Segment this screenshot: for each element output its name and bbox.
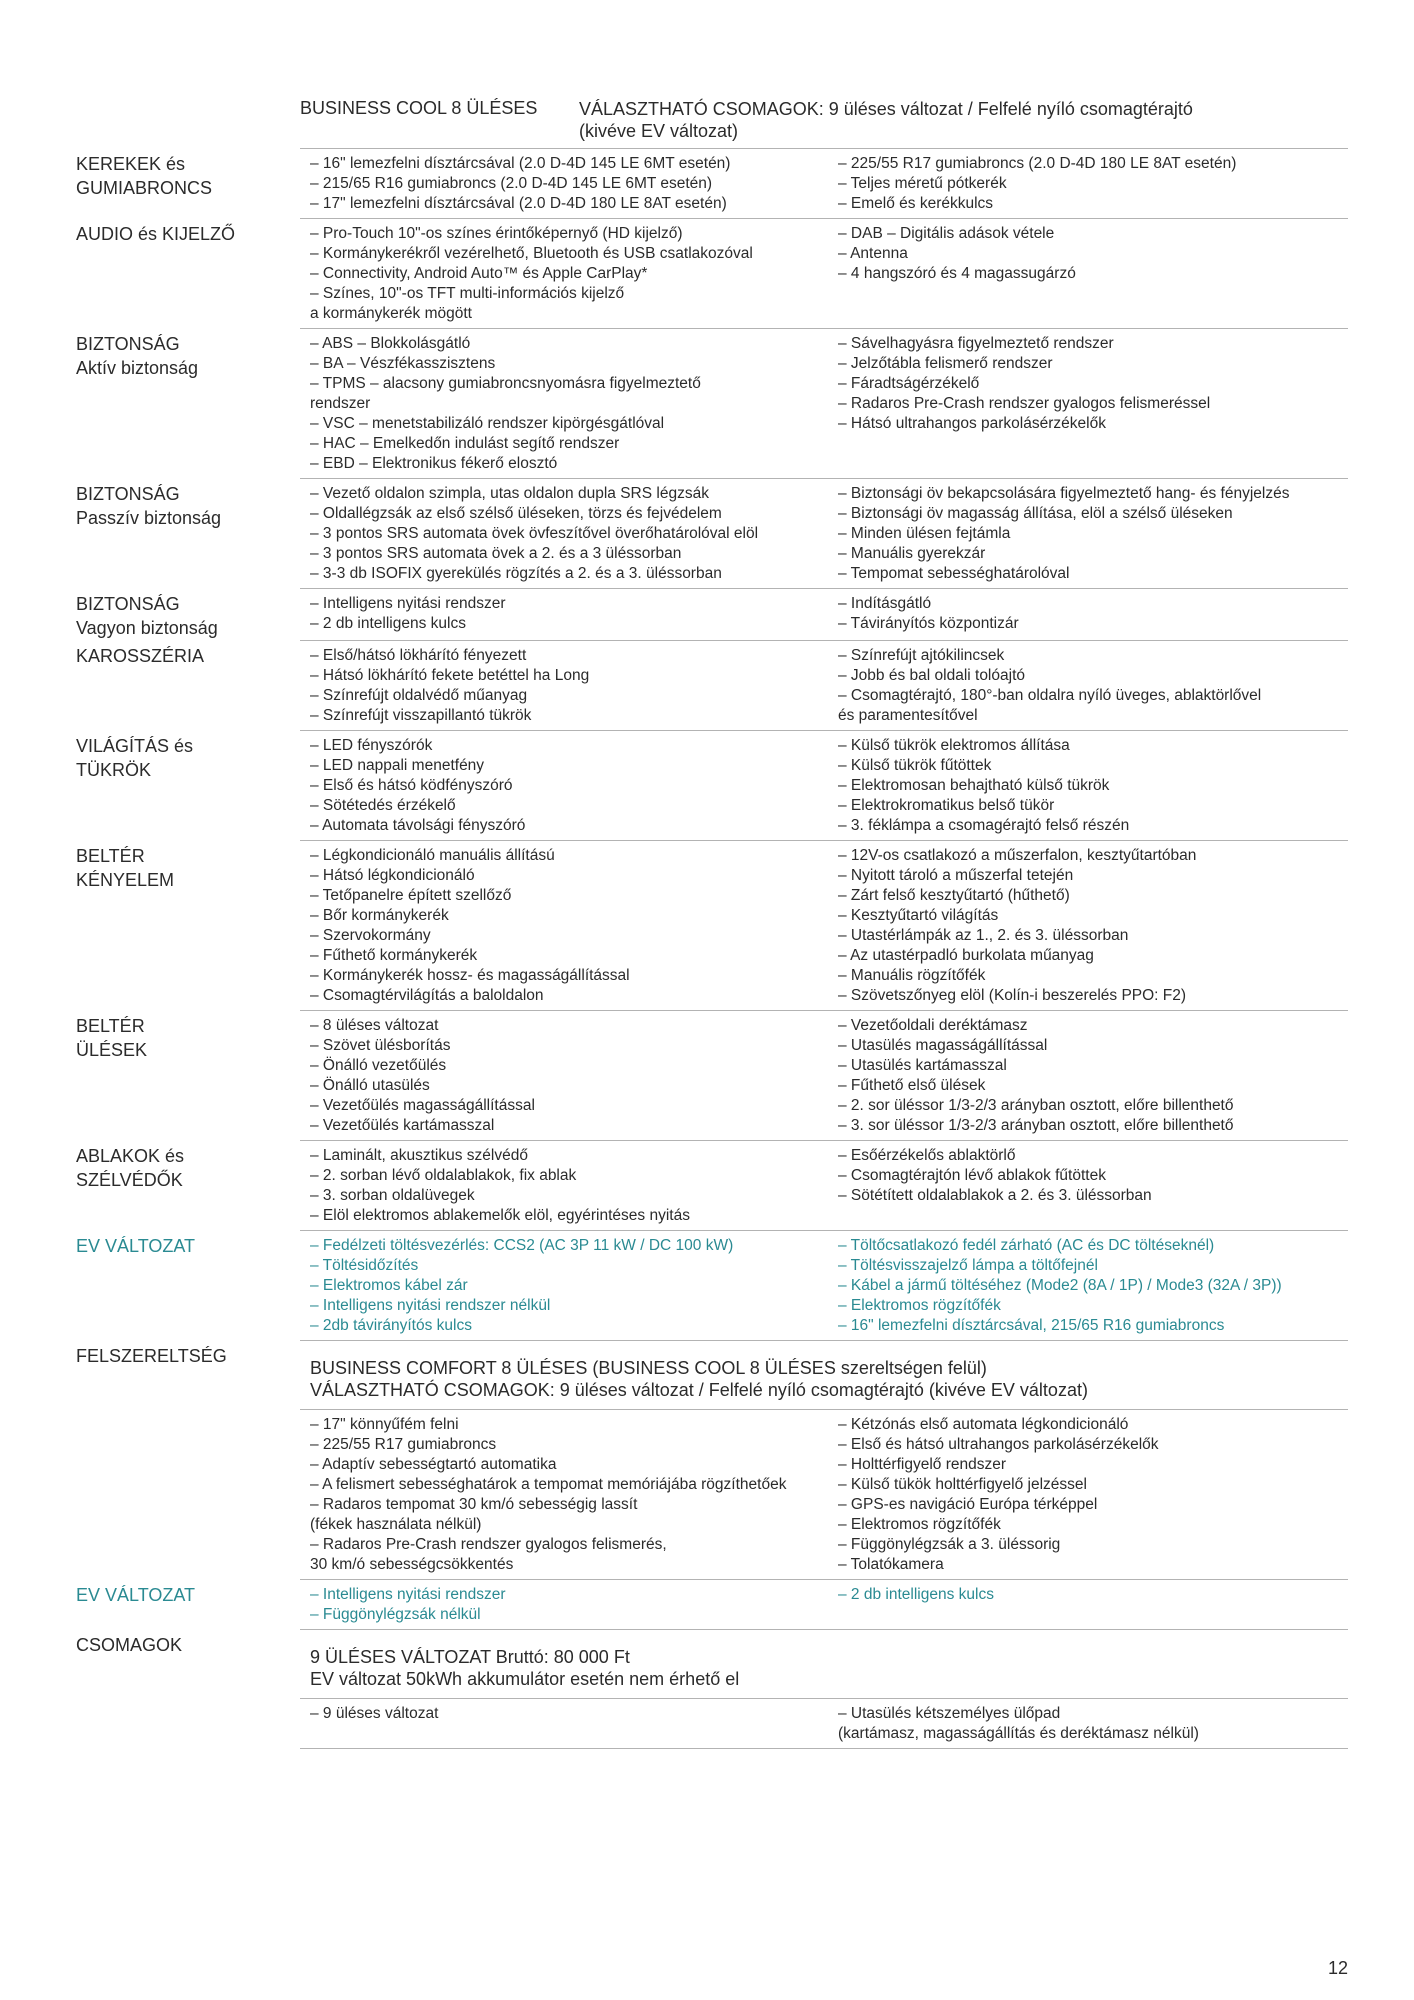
row-content	[300, 1230, 1348, 1340]
spec-table	[66, 98, 1348, 1749]
row-content	[300, 840, 1348, 1010]
spec-row	[66, 1230, 1348, 1340]
row-label: BIZTONSÁG Aktív biztonság	[76, 334, 199, 378]
felszereltseg-block	[300, 1340, 1348, 1579]
col-left: – Vezető oldalon szimpla, utas oldalon dupla SRS légzsák – Oldallégzsák az első szélső üléseken, törzs és fejvédelem – 3 pontos SRS automata övek övfeszítővel överőhatárolóval elöl – 3 pontos SRS automata övek a 2. és a 3 üléssorban – 3-3 db ISOFIX gyerekülés rögzítés a 2. és a 3. üléssorban	[310, 485, 759, 582]
row-label: BIZTONSÁG Vagyon biztonság	[76, 594, 218, 638]
row-content	[300, 148, 1348, 218]
row-content	[300, 640, 1348, 730]
spec-row	[66, 730, 1348, 840]
col-left: – LED fényszórók – LED nappali menetfény – Első és hátsó ködfényszóró – Sötétedés érzékelő – Automata távolsági fényszóró	[310, 737, 526, 834]
col-left: – Fedélzeti töltésvezérlés: CCS2 (AC 3P 11 kW / DC 100 kW) – Töltésidőzítés – Elektromos kábel zár – Intelligens nyitási rendszer nélkül – 2db távirányítós kulcs	[310, 1237, 734, 1334]
row-label: BELTÉR ÜLÉSEK	[76, 1016, 148, 1060]
row-content	[300, 218, 1348, 328]
col-right: – Utasülés kétszemélyes ülőpad (kartámasz, magasságállítás és deréktámasz nélkül)	[838, 1705, 1199, 1742]
col-right: – Esőérzékelős ablaktörlő – Csomagtérajtón lévő ablakok fűtöttek – Sötétített oldalablakok a 2. és 3. üléssorban	[838, 1147, 1152, 1204]
row-label: EV VÁLTOZAT	[76, 1236, 196, 1256]
col-right: – Színrefújt ajtókilincsek – Jobb és bal oldali tolóajtó – Csomagtérajtó, 180°-ban oldalra nyíló üveges, ablaktörlővel és paramentesítővel	[838, 647, 1262, 724]
col-right: – Töltőcsatlakozó fedél zárható (AC és DC töltéseknél) – Töltésvisszajelző lámpa a töltőfejnél – Kábel a jármű töltéséhez (Mode2 (8A / 1P) / Mode3 (32A / 3P)) – Elektromos rögzítőfék – 16" lemezfelni dísztárcsával, 215/65 R16 gumiabroncs	[838, 1237, 1282, 1334]
spec-row	[66, 840, 1348, 1010]
spec-row	[66, 1010, 1348, 1140]
spec-row	[66, 1140, 1348, 1230]
spec-row	[66, 148, 1348, 218]
row-label: AUDIO és KIJELZŐ	[76, 224, 236, 244]
col-right: – Indításgátló – Távirányítós központizár	[838, 595, 1019, 632]
row-content	[300, 1010, 1348, 1140]
spec-row	[66, 478, 1348, 588]
row-content	[300, 328, 1348, 478]
felszereltseg-content	[300, 1409, 1348, 1579]
col-left: – Első/hátsó lökhárító fényezett – Hátsó lökhárító fekete betéttel ha Long – Színrefújt oldalvédő műanyag – Színrefújt visszapillantó tükrök	[310, 647, 590, 724]
row-csomagok	[66, 1629, 1348, 1749]
row-label: BELTÉR KÉNYELEM	[76, 846, 175, 890]
row-content	[300, 478, 1348, 588]
page-number: 12	[1327, 1958, 1348, 1978]
col-right: – Sávelhagyásra figyelmeztető rendszer – Jelzőtábla felismerő rendszer – Fáradtságérzékelő – Radaros Pre-Crash rendszer gyalogos felismeréssel – Hátsó ultrahangos parkolásérzékelők	[838, 335, 1211, 432]
col-right: – 12V-os csatlakozó a műszerfalon, kesztyűtartóban – Nyitott tároló a műszerfal tetején – Zárt felső kesztyűtartó (hűthető) – Kesztyűtartó világítás – Utastérlámpák az 1., 2. és 3. üléssorban – Az utastérpadló burkolata műanyag – Manuális rögzítőfék – Szövetszőnyeg elöl (Kolín-i beszerelés PPO: F2)	[838, 847, 1197, 1004]
col-left: – 16" lemezfelni dísztárcsával (2.0 D-4D 145 LE 6MT esetén) – 215/65 R16 gumiabroncs (2.0 D-4D 145 LE 6MT esetén) – 17" lemezfelni dísztárcsával (2.0 D-4D 180 LE 8AT esetén)	[310, 155, 731, 212]
col-right: – DAB – Digitális adások vétele – Antenna – 4 hangszóró és 4 magassugárzó	[838, 225, 1076, 282]
row-content	[300, 1140, 1348, 1230]
csomagok-block	[300, 1629, 1348, 1749]
col-right: – 2 db intelligens kulcs	[838, 1586, 994, 1603]
table-header	[66, 98, 1348, 148]
spec-row	[66, 218, 1348, 328]
spec-row	[66, 588, 1348, 640]
row-label: KEREKEK és GUMIABRONCS	[76, 154, 213, 198]
row-label: KAROSSZÉRIA	[76, 646, 205, 666]
row-felszereltseg	[66, 1340, 1348, 1579]
row-label: CSOMAGOK	[76, 1635, 183, 1655]
csomagok-heading: 9 ÜLÉSES VÁLTOZAT Bruttó: 80 000 Ft EV változat 50kWh akkumulátor esetén nem érhető el	[300, 1629, 1348, 1698]
col-left: – Laminált, akusztikus szélvédő – 2. sorban lévő oldalablakok, fix ablak – 3. sorban oldalüvegek – Elöl elektromos ablakemelők elöl, egyérintéses nyitás	[310, 1147, 690, 1224]
row-label: EV VÁLTOZAT	[76, 1585, 196, 1605]
spec-row	[66, 640, 1348, 730]
row-content	[300, 1579, 1348, 1629]
row-label: VILÁGÍTÁS és TÜKRÖK	[76, 736, 194, 780]
header-model: BUSINESS COOL 8 ÜLÉSES	[300, 98, 538, 118]
col-left: – Pro-Touch 10"-os színes érintőképernyő (HD kijelző) – Kormánykerékről vezérelhető, Bluetooth és USB csatlakozóval – Connectivity, Android Auto™ és Apple CarPlay* – Színes, 10"-os TFT multi-információs kijelző a kormánykerék mögött	[310, 225, 753, 322]
header-packages: VÁLASZTHATÓ CSOMAGOK: 9 üléses változat / Felfelé nyíló csomagtérajtó (kivéve EV változat)	[579, 99, 1193, 141]
row-label: FELSZERELTSÉG	[76, 1346, 227, 1366]
col-right: – 225/55 R17 gumiabroncs (2.0 D-4D 180 LE 8AT esetén) – Teljes méretű pótkerék – Emelő és kerékkulcs	[838, 155, 1237, 212]
col-left: – Légkondicionáló manuális állítású – Hátsó légkondicionáló – Tetőpanelre épített szellőző – Bőr kormánykerék – Szervokormány – Fűthető kormánykerék – Kormánykerék hossz- és magasságállítással – Csomagtérvilágítás a baloldalon	[310, 847, 630, 1004]
row-label: ABLAKOK és SZÉLVÉDŐK	[76, 1146, 185, 1190]
col-left: – 9 üléses változat	[310, 1705, 439, 1722]
table-bottom-rule	[300, 1748, 1348, 1749]
row-label: BIZTONSÁG Passzív biztonság	[76, 484, 222, 528]
spec-row	[66, 328, 1348, 478]
col-right: – Kétzónás első automata légkondicionáló – Első és hátsó ultrahangos parkolásérzékelők – Holttérfigyelő rendszer – Külső tükök holttérfigyelő jelzéssel – GPS-es navigáció Európa térképpel – Elektromos rögzítőfék – Függönylégzsák a 3. üléssorig – Tolatókamera	[838, 1416, 1159, 1573]
col-left: – 17" könnyűfém felni – 225/55 R17 gumiabroncs – Adaptív sebességtartó automatika – A felismert sebességhatárok a tempomat memóriájába rögzíthetőek – Radaros tempomat 30 km/ó sebességig lassít (fékek használata nélkül) – Radaros Pre-Crash rendszer gyalogos felismerés, 30 km/ó sebességcsökkentés	[310, 1416, 787, 1573]
spec-rows	[66, 148, 1348, 1340]
csomagok-content	[300, 1698, 1348, 1748]
col-right: – Külső tükrök elektromos állítása – Külső tükrök fűtöttek – Elektromosan behajtható külső tükrök – Elektrokromatikus belső tükör – 3. féklámpa a csomagérajtó felső részén	[838, 737, 1130, 834]
row-ev-2	[66, 1579, 1348, 1629]
col-left: – Intelligens nyitási rendszer – 2 db intelligens kulcs	[310, 595, 506, 632]
col-left: – 8 üléses változat – Szövet ülésborítás – Önálló vezetőülés – Önálló utasülés – Vezetőülés magasságállítással – Vezetőülés kartámasszal	[310, 1017, 535, 1134]
row-content	[300, 588, 1348, 640]
col-left: – Intelligens nyitási rendszer – Függönylégzsák nélkül	[310, 1586, 506, 1623]
row-content	[300, 730, 1348, 840]
col-right: – Vezetőoldali deréktámasz – Utasülés magasságállítással – Utasülés kartámasszal – Fűthető első ülések – 2. sor üléssor 1/3-2/3 arányban osztott, előre billenthető – 3. sor üléssor 1/3-2/3 arányban osztott, előre billenthető	[838, 1017, 1234, 1134]
col-left: – ABS – Blokkolásgátló – BA – Vészfékasszisztens – TPMS – alacsony gumiabroncsnyomásra figyelmeztető rendszer – VSC – menetstabilizáló rendszer kipörgésgátlóval – HAC – Emelkedőn indulást segítő rendszer – EBD – Elektronikus fékerő elosztó	[310, 335, 701, 472]
felszereltseg-heading: BUSINESS COMFORT 8 ÜLÉSES (BUSINESS COOL 8 ÜLÉSES szereltségen felül) VÁLASZTHATÓ CSOMAGOK: 9 üléses változat / Felfelé nyíló csomagtérajtó (kivéve EV változat)	[300, 1340, 1348, 1409]
col-right: – Biztonsági öv bekapcsolására figyelmeztető hang- és fényjelzés – Biztonsági öv magasság állítása, elöl a szélső üléseken – Minden ülésen fejtámla – Manuális gyerekzár – Tempomat sebességhatárolóval	[838, 485, 1290, 582]
